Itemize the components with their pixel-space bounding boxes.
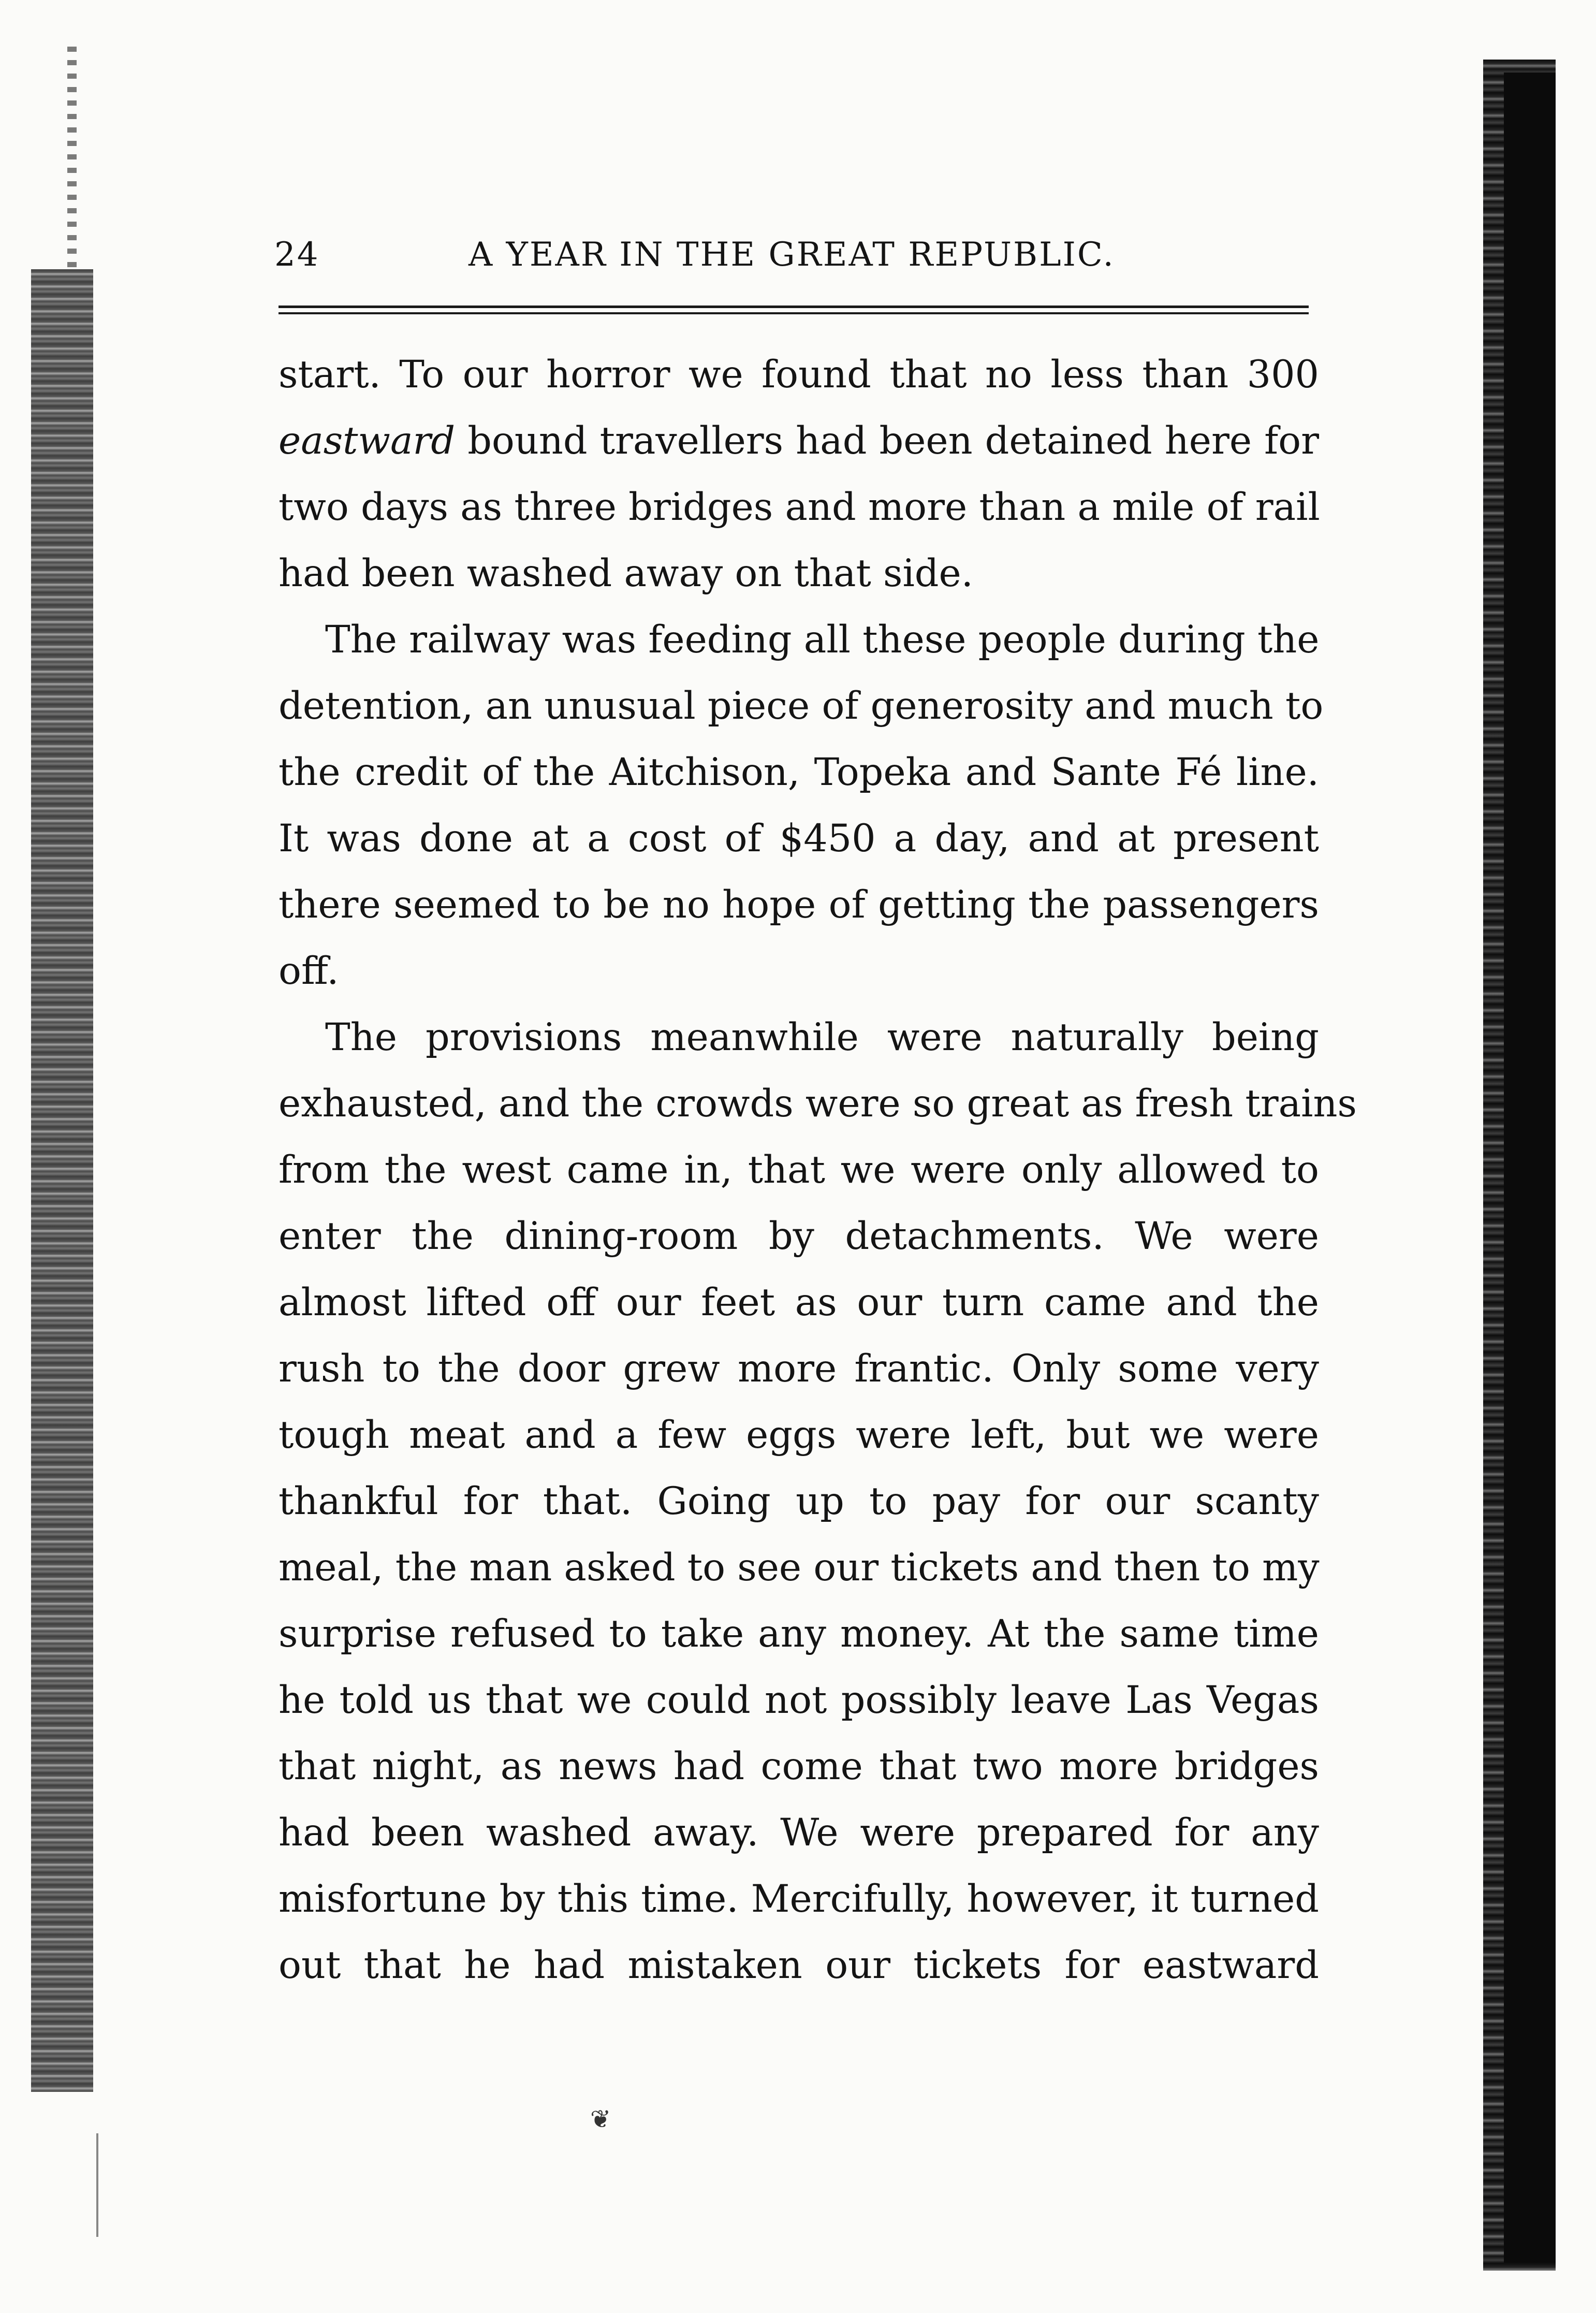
header-rule-bottom [279,312,1309,314]
body-text [279,342,1357,1999]
italic-word: eastward [279,419,456,463]
ink-blot-ornament: ❦ [590,2105,611,2134]
text-line: The railway was feeding all these people during the [325,618,1320,662]
running-title: A YEAR IN THE GREAT REPUBLIC. [468,236,1115,274]
text-line: start. To our horror we found that no less than 300 [279,353,1319,397]
text-line: the credit of the Aitchison, Topeka and Sante Fé line. [279,750,1319,794]
text-line: rush to the door grew more frantic. Only some very [279,1347,1319,1391]
text-line: It was done at a cost of $450 a day, and at present [279,817,1319,861]
scan-binding-foot-left [78,2133,98,2237]
text-line: detention, an unusual piece of generosity and much to [279,684,1324,728]
text-line: thankful for that. Going up to pay for our scanty [279,1479,1319,1523]
text-line: there seemed to be no hope of getting the passengers [279,883,1319,927]
text-line: surprise refused to take any money. At the same time [279,1612,1319,1656]
running-head [274,236,1315,282]
text-line [279,408,1319,474]
scan-edge-core-right [1504,72,1556,2263]
text-line: misfortune by this time. Mercifully, however, it turned [279,1877,1319,1921]
text-line: had been washed away on that side. [279,551,973,595]
text-line: tough meat and a few eggs were left, but we were [279,1413,1319,1457]
text-line: had been washed away. We were prepared for any [279,1811,1319,1855]
text-line: he told us that we could not possibly leave Las Vegas [279,1678,1319,1722]
text-line: from the west came in, that we were only allowed to [279,1148,1319,1192]
text-line: exhausted, and the crowds were so great as fresh trains [279,1082,1357,1126]
text-fragment: bound travellers had been detained here for [455,419,1319,463]
text-line: off. [279,949,339,993]
header-rule-top [279,306,1309,308]
text-line: two days as three bridges and more than a mile of rail [279,485,1320,529]
text-line: enter the dining-room by detachments. We were [279,1214,1319,1258]
text-line: almost lifted off our feet as our turn came and the [279,1281,1319,1325]
scan-binding-shadow-left [31,269,93,2092]
scan-binding-marks-left [67,47,77,269]
text-line: meal, the man asked to see our tickets and then to my [279,1546,1320,1590]
page-number: 24 [274,236,320,274]
text-line: The provisions meanwhile were naturally being [325,1015,1319,1059]
text-line: that night, as news had come that two more bridges [279,1744,1319,1788]
text-line: out that he had mistaken our tickets for eastward [279,1943,1319,1987]
